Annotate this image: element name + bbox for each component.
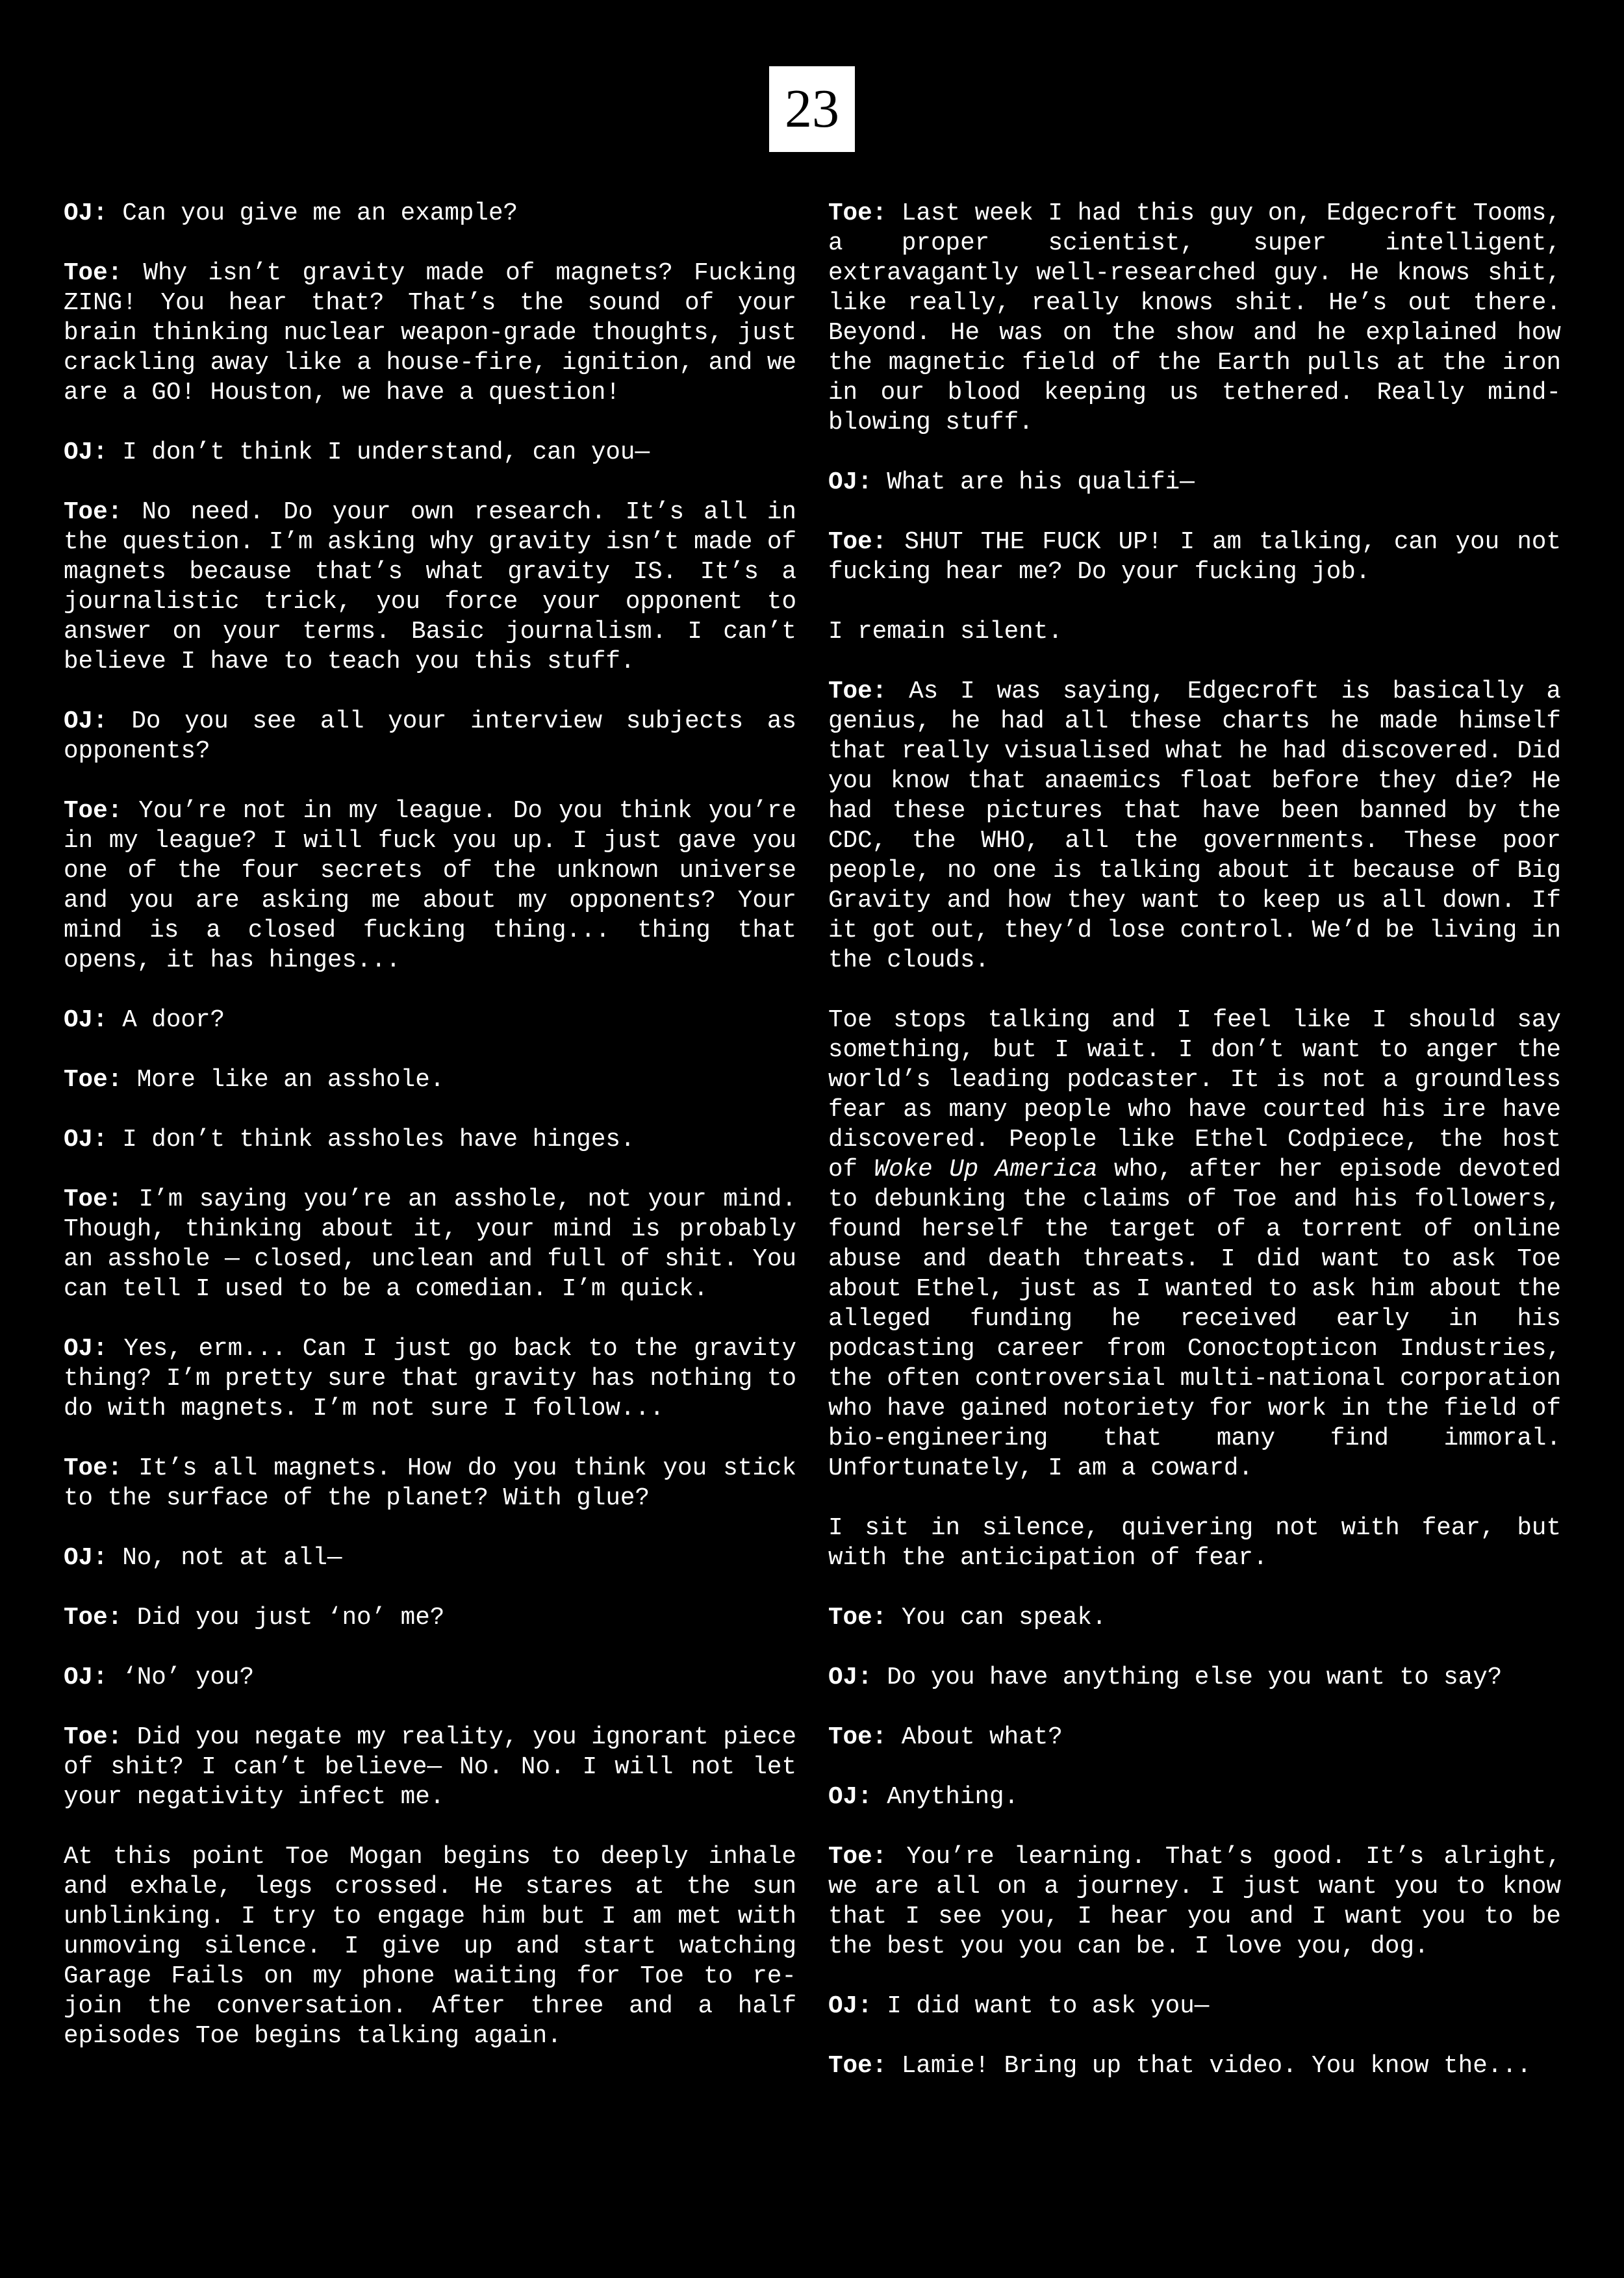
speaker-label: Toe:	[64, 1455, 123, 1482]
paragraph-text: Anything.	[872, 1784, 1019, 1811]
speaker-label: Toe:	[828, 200, 887, 227]
speaker-label: Toe:	[828, 1604, 887, 1632]
paragraph-text: I’m saying you’re an asshole, not your mind. Though, thinking about it, your mind is probably an asshole — closed, unclean and full of shit. You can tell I used to be a comedian. I’m quick.	[64, 1186, 796, 1303]
paragraph	[828, 1782, 1561, 1812]
paragraph-text: Toe stops talking and I feel like I should say something, but I wait. I don’t want to anger the world’s leading podcaster. It is not a groundless fear as many people who have courted his ire have discovered. People like Ethel Codpiece, the host of	[828, 1007, 1561, 1183]
speaker-label: Toe:	[64, 1604, 123, 1632]
paragraph-text: Can you give me an example?	[107, 200, 518, 227]
paragraph-text: Why isn’t gravity made of magnets? Fucking ZING! You hear that? That’s the sound of your brain thinking nuclear weapon-grade thoughts, just crackling away like a house-fire, ignition, and we are a GO! Houston, we have a question!	[64, 260, 796, 407]
paragraph-text: Did you just ‘no’ me?	[122, 1604, 445, 1632]
paragraph-text: Did you negate my reality, you ignorant piece of shit? I can’t believe— No. No. I will not let your negativity infect me.	[64, 1724, 796, 1811]
paragraph-text: Do you have anything else you want to say?	[872, 1664, 1503, 1691]
paragraph	[828, 199, 1561, 438]
paragraph-text: I did want to ask you—	[872, 1993, 1210, 2020]
speaker-label: OJ:	[64, 1335, 108, 1363]
speaker-label: Toe:	[828, 1724, 887, 1751]
paragraph	[828, 1663, 1561, 1693]
speaker-label: Toe:	[828, 678, 887, 705]
paragraph	[64, 1065, 796, 1095]
paragraph-text: who, after her episode devoted to debunking the claims of Toe and his followers, found herself the target of a torrent of online abuse and death threats. I did want to ask Toe about Ethel, just as I wanted to ask him about the alleged funding he received early in his podcasting career from Conoctopticon Industries, the often controversial multi-national corporation who have gained notoriety for work in the field of bio-engineering that many find immoral. Unfortunately, I am a coward.	[828, 1156, 1561, 1482]
paragraph	[64, 1603, 796, 1633]
paragraph-text: A door?	[107, 1007, 225, 1034]
speaker-label: OJ:	[828, 1664, 872, 1691]
paragraph	[64, 438, 796, 468]
paragraph	[64, 796, 796, 976]
paragraph-text: No need. Do your own research. It’s all in the question. I’m asking why gravity isn’t made of magnets because that’s what gravity IS. It’s a journalistic trick, you force your opponent to answer on your terms. Basic journalism. I can’t believe I have to teach you this stuff.	[64, 499, 796, 676]
paragraph	[64, 707, 796, 766]
paragraph-text: Last week I had this guy on, Edgecroft Tooms, a proper scientist, super intelligent, extravagantly well-researched guy. He knows shit, like really, really knows shit. He’s out there. Beyond. He was on the show and he explained how the magnetic field of the Earth pulls at the iron in our blood keeping us tethered. Really mind-blowing stuff.	[828, 200, 1561, 437]
paragraph	[828, 527, 1561, 587]
paragraph-text: You can speak.	[887, 1604, 1107, 1632]
page-number-box	[769, 66, 855, 152]
paragraph-text: It’s all magnets. How do you think you stick to the surface of the planet? With glue?	[64, 1455, 796, 1512]
speaker-label: Toe:	[64, 1067, 123, 1094]
speaker-label: OJ:	[64, 1664, 108, 1691]
paragraph-text: SHUT THE FUCK UP! I am talking, can you not fucking hear me? Do your fucking job.	[828, 529, 1561, 586]
paragraph-text: I don’t think assholes have hinges.	[107, 1126, 635, 1154]
speaker-label: Toe:	[828, 2053, 887, 2080]
paragraph-text: At this point Toe Mogan begins to deeply inhale and exhale, legs crossed. He stares at the sun unblinking. I try to engage him but I am met with unmoving silence. I give up and start watching Garage Fails on my phone waiting for Toe to re-join the conversation. After three and a half episodes Toe begins talking again.	[64, 1843, 796, 2050]
paragraph	[64, 199, 796, 229]
speaker-label: Toe:	[64, 1186, 123, 1213]
paragraph	[828, 1723, 1561, 1753]
paragraph	[64, 1185, 796, 1304]
paragraph	[828, 1992, 1561, 2021]
speaker-label: Toe:	[64, 1724, 123, 1751]
paragraph	[64, 259, 796, 408]
paragraph-text: I sit in silence, quivering not with fear, but with the anticipation of fear.	[828, 1515, 1561, 1572]
right-column	[828, 199, 1561, 2111]
paragraph-text: As I was saying, Edgecroft is basically a genius, he had all these charts he made himself that really visualised what he had discovered. Did you know that anaemics float before they die? He had these pictures that have been banned by the CDC, the WHO, all the governments. These poor people, no one is talking about it because of Big Gravity and how they want to keep us all down. If it got out, they’d lose control. We’d be living in the clouds.	[828, 678, 1561, 974]
paragraph	[828, 1842, 1561, 1962]
paragraph	[64, 1723, 796, 1812]
narration-paragraph	[828, 1513, 1561, 1573]
speaker-label: Toe:	[64, 798, 123, 825]
paragraph	[828, 677, 1561, 976]
paragraph	[828, 1603, 1561, 1633]
paragraph-text: You’re not in my league. Do you think you’re in my league? I will fuck you up. I just gave you one of the four secrets of the unknown universe and you are asking me about my opponents? Your mind is a closed fucking thing... thing that opens, it has hinges...	[64, 798, 796, 974]
paragraph	[64, 1006, 796, 1035]
paragraph-text: No, not at all—	[107, 1545, 342, 1572]
paragraph-text: You’re learning. That’s good. It’s alright, we are all on a journey. I just want you to know that I see you, I hear you and I want you to be the best you you can be. I love you, dog.	[828, 1843, 1561, 1960]
paragraph-text: ‘No’ you?	[107, 1664, 255, 1691]
speaker-label: Toe:	[64, 499, 123, 526]
speaker-label: OJ:	[828, 1784, 872, 1811]
speaker-label: OJ:	[828, 1993, 872, 2020]
narration-paragraph	[828, 1006, 1561, 1484]
paragraph	[64, 1543, 796, 1573]
narration-paragraph	[64, 1842, 796, 2051]
paragraph	[64, 1663, 796, 1693]
left-column	[64, 199, 796, 2051]
page-number: 23	[785, 79, 839, 139]
speaker-label: OJ:	[64, 200, 108, 227]
paragraph-text: I don’t think I understand, can you—	[107, 439, 650, 466]
speaker-label: OJ:	[64, 1007, 108, 1034]
paragraph-text: Yes, erm... Can I just go back to the gravity thing? I’m pretty sure that gravity has nothing to do with magnets. I’m not sure I follow...	[64, 1335, 796, 1423]
speaker-label: OJ:	[64, 1126, 108, 1154]
paragraph-text: I remain silent.	[828, 618, 1063, 646]
paragraph	[64, 498, 796, 677]
paragraph	[64, 1454, 796, 1513]
paragraph-text: What are his qualifi—	[872, 469, 1195, 496]
paragraph-text: About what?	[887, 1724, 1063, 1751]
paragraph	[64, 1334, 796, 1424]
speaker-label: OJ:	[64, 1545, 108, 1572]
paragraph-text: Lamie! Bring up that video. You know the...	[887, 2053, 1532, 2080]
speaker-label: Toe:	[828, 1843, 887, 1871]
paragraph	[64, 1125, 796, 1155]
paragraph	[828, 468, 1561, 498]
paragraph-text: Do you see all your interview subjects as opponents?	[64, 708, 796, 765]
paragraph-text: More like an asshole.	[122, 1067, 445, 1094]
paragraph	[828, 2051, 1561, 2081]
speaker-label: OJ:	[64, 708, 108, 735]
narration-paragraph	[828, 617, 1561, 647]
speaker-label: OJ:	[64, 439, 108, 466]
podcast-title: Woke Up America	[874, 1156, 1098, 1183]
speaker-label: Toe:	[64, 260, 123, 287]
speaker-label: OJ:	[828, 469, 872, 496]
speaker-label: Toe:	[828, 529, 887, 556]
